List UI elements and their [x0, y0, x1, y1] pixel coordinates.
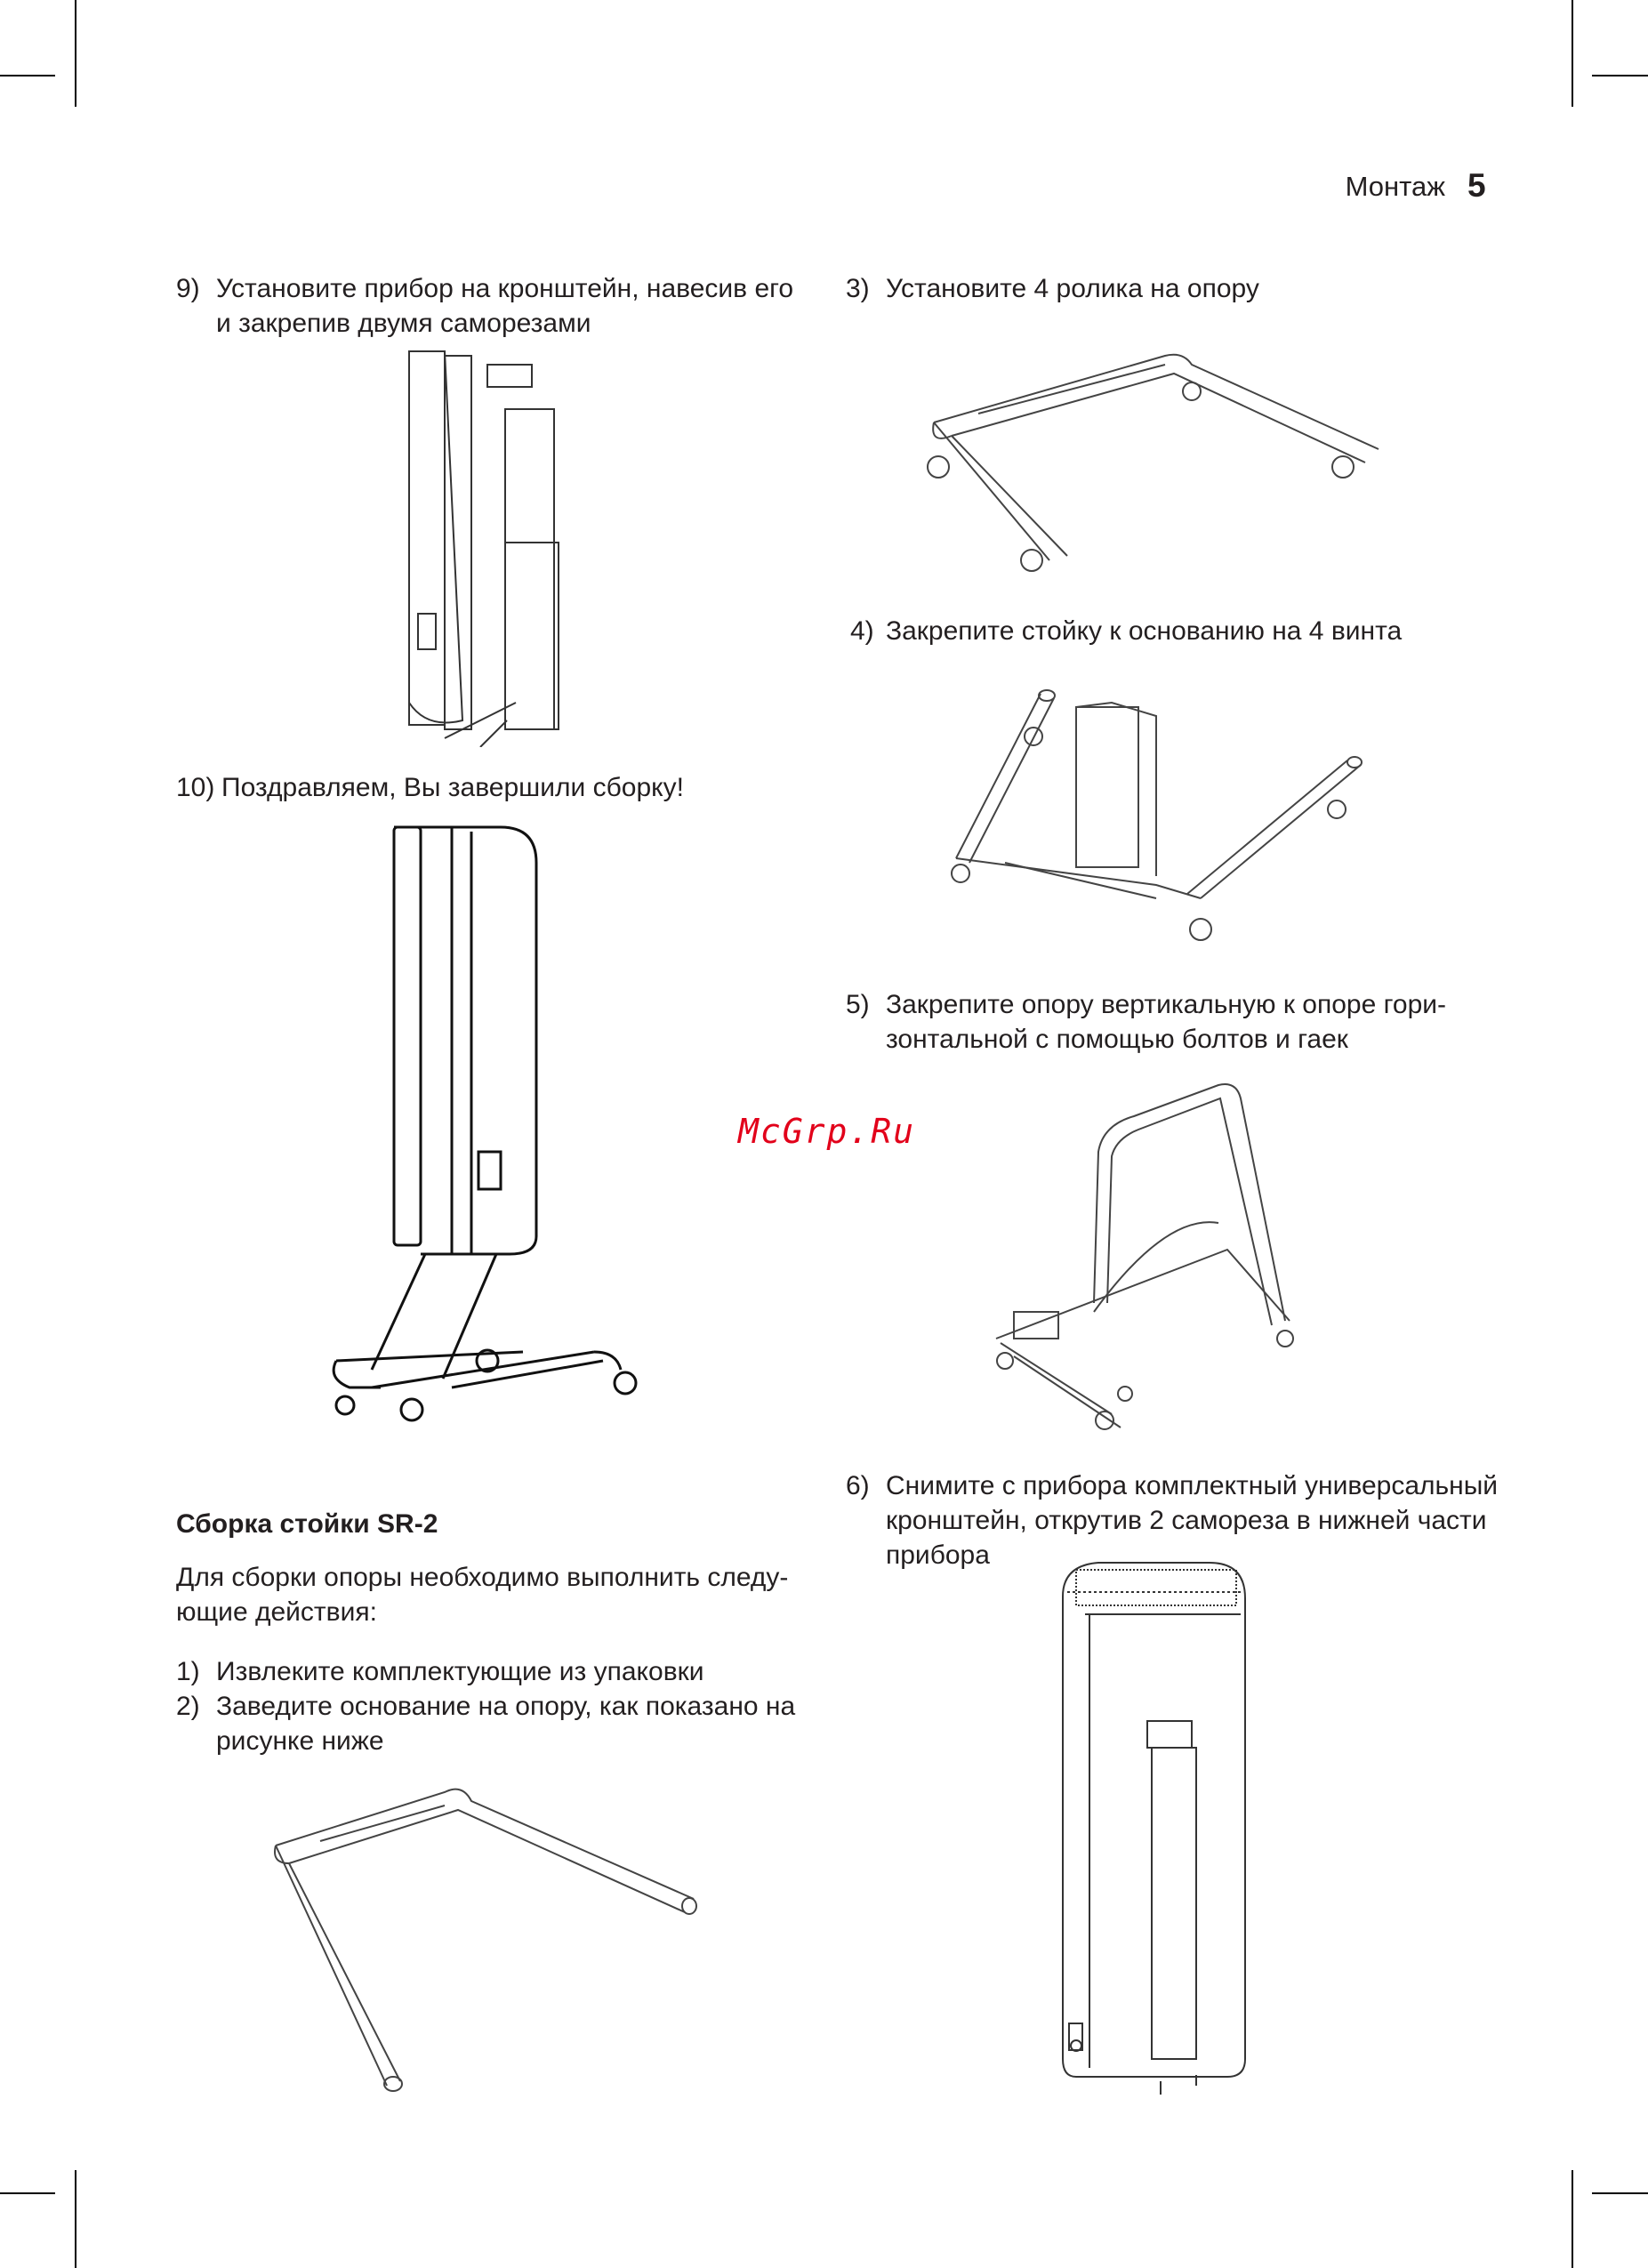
step5-line2: зонтальной с помощью болтов и гаек — [886, 1025, 1348, 1054]
step5-line1: Закрепите опору вертикальную к опоре гори- — [886, 990, 1447, 1019]
section-title: Сборка стойки SR-2 — [176, 1509, 438, 1539]
figure-heater-back — [1049, 1561, 1254, 2099]
crop-mark — [0, 75, 55, 76]
running-header: Монтаж — [1345, 171, 1445, 202]
figure-vertical-support — [987, 1072, 1325, 1445]
step1-text: Извлеките комплектующие из упаковки — [216, 1657, 704, 1686]
crop-mark — [1592, 2192, 1648, 2194]
step9-line1: Установите прибор на кронштейн, навесив его — [216, 274, 794, 303]
crop-mark — [1572, 0, 1573, 107]
step9-number: 9) — [176, 274, 200, 303]
crop-mark — [75, 2170, 76, 2268]
step4-number: 4) — [850, 616, 874, 646]
crop-mark — [0, 2192, 55, 2194]
crop-mark — [1572, 2170, 1573, 2268]
watermark: McGrp.Ru — [738, 1112, 916, 1151]
figure-base-frame — [267, 1774, 703, 2103]
crop-mark — [1592, 75, 1648, 76]
figure-assembled-heater — [318, 818, 658, 1441]
step2-line2: рисунке ниже — [216, 1726, 384, 1756]
step6-line3: прибора — [886, 1540, 990, 1570]
step4-text: Закрепите стойку к основанию на 4 винта — [886, 616, 1403, 646]
page-number: 5 — [1467, 167, 1486, 204]
step2-number: 2) — [176, 1692, 200, 1721]
intro-line1: Для сборки опоры необходимо выполнить следу- — [176, 1563, 789, 1592]
step6-line1: Снимите с прибора комплектный универсальный — [886, 1471, 1499, 1500]
step3-text: Установите 4 ролика на опору — [886, 274, 1259, 303]
step6-line2: кронштейн, открутив 2 самореза в нижней части — [886, 1506, 1487, 1535]
step10-number: 10) — [176, 773, 215, 802]
step3-number: 3) — [846, 274, 870, 303]
step1-number: 1) — [176, 1657, 200, 1686]
step2-line1: Заведите основание на опору, как показано на — [216, 1692, 796, 1721]
step10-text: Поздравляем, Вы завершили сборку! — [221, 773, 684, 802]
intro-line2: ющие действия: — [176, 1597, 377, 1627]
figure-frame-with-rollers — [916, 342, 1396, 583]
step6-number: 6) — [846, 1471, 870, 1500]
figure-heater-on-bracket — [391, 347, 605, 747]
step9-line2: и закрепив двумя саморезами — [216, 309, 591, 338]
figure-stand-to-base — [934, 676, 1379, 961]
crop-mark — [75, 0, 76, 107]
step5-number: 5) — [846, 990, 870, 1019]
